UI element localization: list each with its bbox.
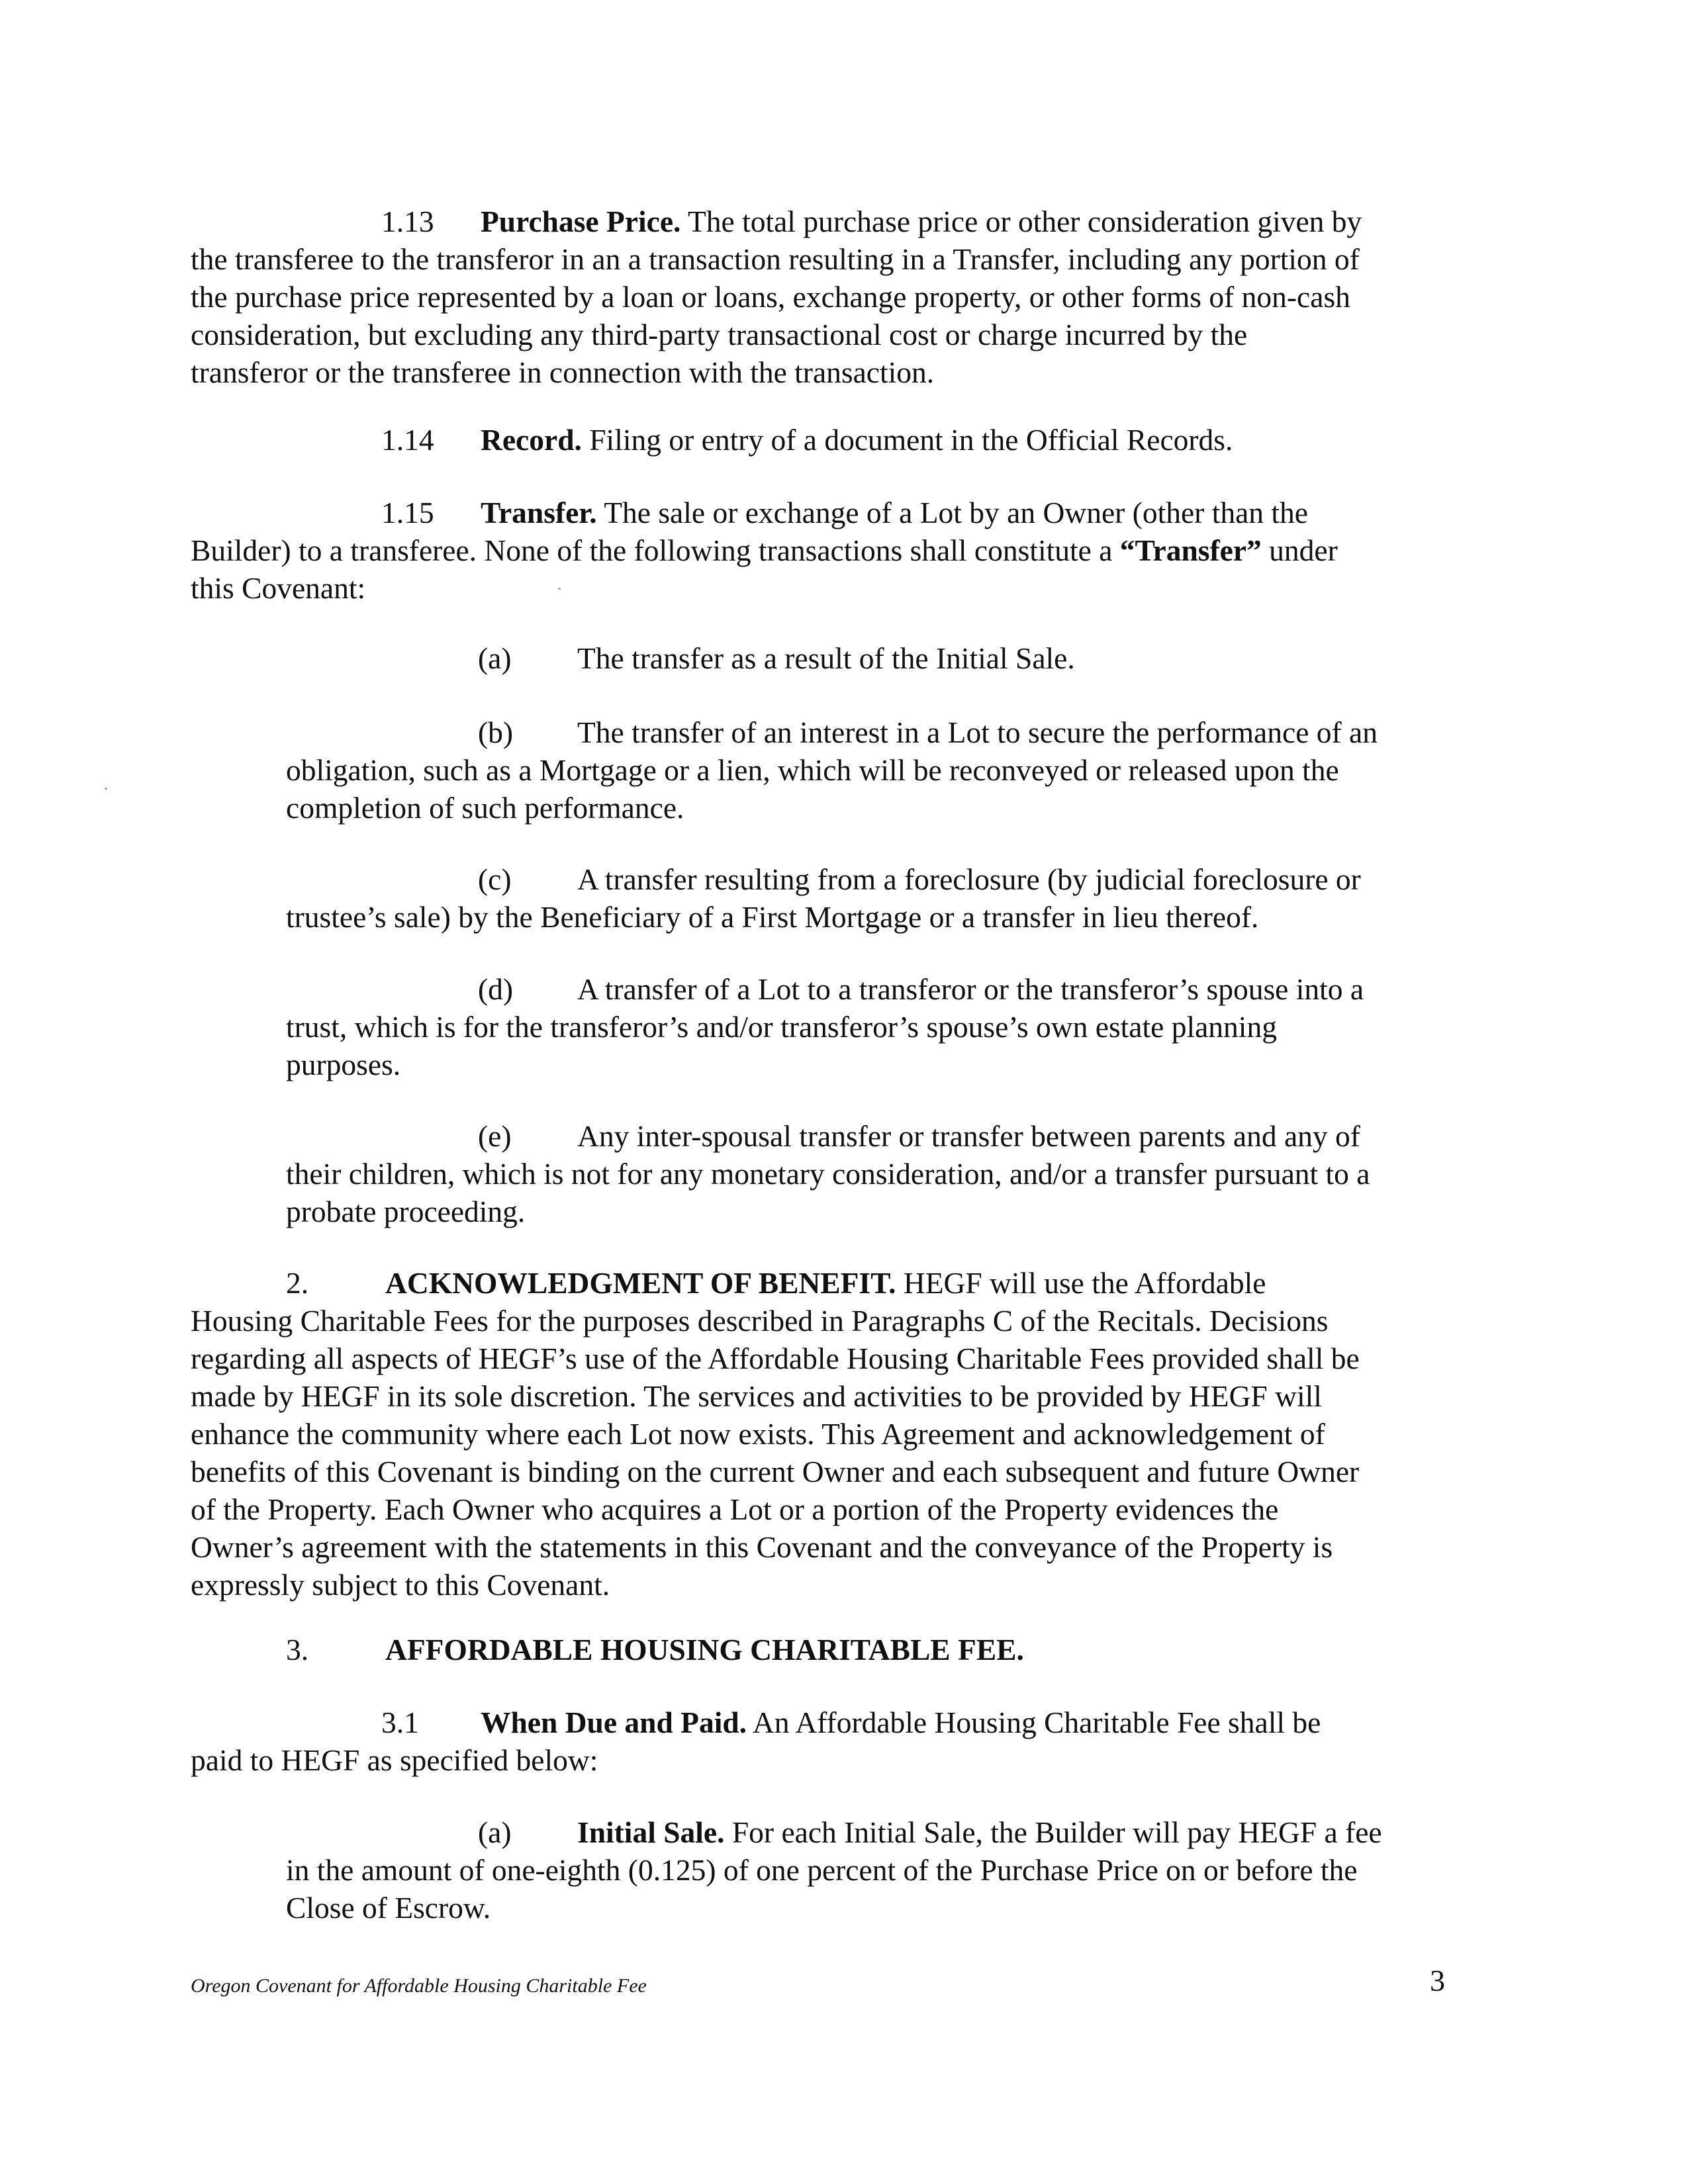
section-number: 1.14 bbox=[381, 423, 434, 457]
section-text: under bbox=[1261, 533, 1338, 567]
item-text: The transfer of an interest in a Lot to secure the performance of an bbox=[577, 715, 1378, 749]
section-heading: Purchase Price. bbox=[481, 205, 681, 238]
item-text-line: obligation, such as a Mortgage or a lien, which will be reconveyed or released upon the bbox=[286, 753, 1339, 787]
section-number: 1.13 bbox=[381, 205, 434, 238]
list-item bbox=[286, 860, 1361, 936]
section-number: 2. bbox=[286, 1266, 309, 1300]
section-text: An Affordable Housing Charitable Fee shall be bbox=[747, 1706, 1321, 1739]
item-label: (d) bbox=[478, 972, 514, 1006]
item-label: (c) bbox=[478, 862, 512, 896]
list-item bbox=[286, 713, 1378, 827]
item-text: The transfer as a result of the Initial Sale. bbox=[577, 641, 1075, 675]
section-text-line: Housing Charitable Fees for the purposes described in Paragraphs C of the Recitals. Decisions bbox=[191, 1304, 1329, 1338]
item-text-line: probate proceeding. bbox=[286, 1195, 526, 1228]
section-heading: When Due and Paid. bbox=[481, 1706, 747, 1739]
section-text-line: paid to HEGF as specified below: bbox=[191, 1743, 598, 1777]
item-label: (e) bbox=[478, 1119, 512, 1153]
section-text-line: made by HEGF in its sole discretion. The services and activities to be provided by HEGF will bbox=[191, 1379, 1322, 1413]
section-1-13 bbox=[191, 203, 1362, 391]
section-text-line: the transferee to the transferor in an a transaction resulting in a Transfer, including any portion of bbox=[191, 242, 1360, 276]
item-label: (a) bbox=[478, 641, 512, 675]
item-text: A transfer of a Lot to a transferor or the transferor’s spouse into a bbox=[577, 972, 1364, 1006]
section-heading: ACKNOWLEDGMENT OF BENEFIT. bbox=[385, 1266, 896, 1300]
section-2 bbox=[191, 1264, 1360, 1604]
defined-term: “Transfer” bbox=[1119, 533, 1262, 567]
item-text-line: completion of such performance. bbox=[286, 791, 684, 825]
scan-speck bbox=[558, 588, 561, 590]
section-text-line: benefits of this Covenant is binding on the current Owner and each subsequent and future Owner bbox=[191, 1455, 1360, 1488]
section-heading: AFFORDABLE HOUSING CHARITABLE FEE. bbox=[385, 1633, 1024, 1666]
item-text: A transfer resulting from a foreclosure (by judicial foreclosure or bbox=[577, 862, 1361, 896]
section-text: The total purchase price or other consideration given by bbox=[680, 205, 1362, 238]
section-text: HEGF will use the Affordable bbox=[896, 1266, 1266, 1300]
list-item bbox=[286, 970, 1364, 1083]
section-1-14 bbox=[381, 421, 1233, 459]
scan-speck bbox=[105, 788, 107, 790]
section-3 bbox=[286, 1631, 1024, 1668]
section-text-line: regarding all aspects of HEGF’s use of the Affordable Housing Charitable Fees provided shall be bbox=[191, 1342, 1360, 1375]
item-label: (b) bbox=[478, 715, 514, 749]
section-text-line: expressly subject to this Covenant. bbox=[191, 1568, 610, 1602]
section-text-line: consideration, but excluding any third-party transactional cost or charge incurred by the bbox=[191, 318, 1248, 351]
section-number: 3.1 bbox=[381, 1706, 419, 1739]
item-text: For each Initial Sale, the Builder will pay HEGF a fee bbox=[724, 1815, 1382, 1849]
section-text-line: this Covenant: bbox=[191, 571, 366, 605]
section-number: 3. bbox=[286, 1633, 309, 1666]
item-text-line: Close of Escrow. bbox=[286, 1891, 491, 1925]
footer-document-title: Oregon Covenant for Affordable Housing Charitable Fee bbox=[191, 1975, 647, 1997]
section-number: 1.15 bbox=[381, 496, 434, 529]
item-text-line: purposes. bbox=[286, 1048, 401, 1081]
list-item bbox=[286, 1117, 1370, 1230]
item-heading: Initial Sale. bbox=[577, 1815, 725, 1849]
item-text: Any inter-spousal transfer or transfer between parents and any of bbox=[577, 1119, 1360, 1153]
section-text-line: of the Property. Each Owner who acquires a Lot or a portion of the Property evidences the bbox=[191, 1492, 1279, 1526]
page-number: 3 bbox=[1430, 1964, 1445, 1997]
item-label: (a) bbox=[478, 1815, 512, 1849]
section-1-15 bbox=[191, 494, 1338, 607]
item-text-line: trust, which is for the transferor’s and/or transferor’s spouse’s own estate planning bbox=[286, 1010, 1277, 1044]
item-text-line: trustee’s sale) by the Beneficiary of a First Mortgage or a transfer in lieu thereof. bbox=[286, 900, 1259, 934]
section-text-line: the purchase price represented by a loan or loans, exchange property, or other forms of non-cash bbox=[191, 280, 1350, 314]
section-heading: Transfer. bbox=[481, 496, 597, 529]
section-3-1 bbox=[191, 1704, 1321, 1779]
section-text-line: enhance the community where each Lot now exists. This Agreement and acknowledgement of bbox=[191, 1417, 1325, 1451]
item-text-line: in the amount of one-eighth (0.125) of one percent of the Purchase Price on or before the bbox=[286, 1853, 1358, 1887]
section-text: The sale or exchange of a Lot by an Owner (other than the bbox=[596, 496, 1308, 529]
section-text: Filing or entry of a document in the Official Records. bbox=[581, 423, 1233, 457]
section-heading: Record. bbox=[481, 423, 582, 457]
item-text-line: their children, which is not for any monetary consideration, and/or a transfer pursuant to a bbox=[286, 1157, 1370, 1191]
section-text: Builder) to a transferee. None of the following transactions shall constitute a bbox=[191, 533, 1120, 567]
section-1-13-first-line bbox=[191, 203, 1362, 240]
list-item bbox=[478, 639, 1075, 677]
section-text-line: transferor or the transferee in connection with the transaction. bbox=[191, 355, 935, 389]
section-3-1-a bbox=[286, 1813, 1382, 1927]
section-text-line: Owner’s agreement with the statements in this Covenant and the conveyance of the Property is bbox=[191, 1530, 1333, 1564]
